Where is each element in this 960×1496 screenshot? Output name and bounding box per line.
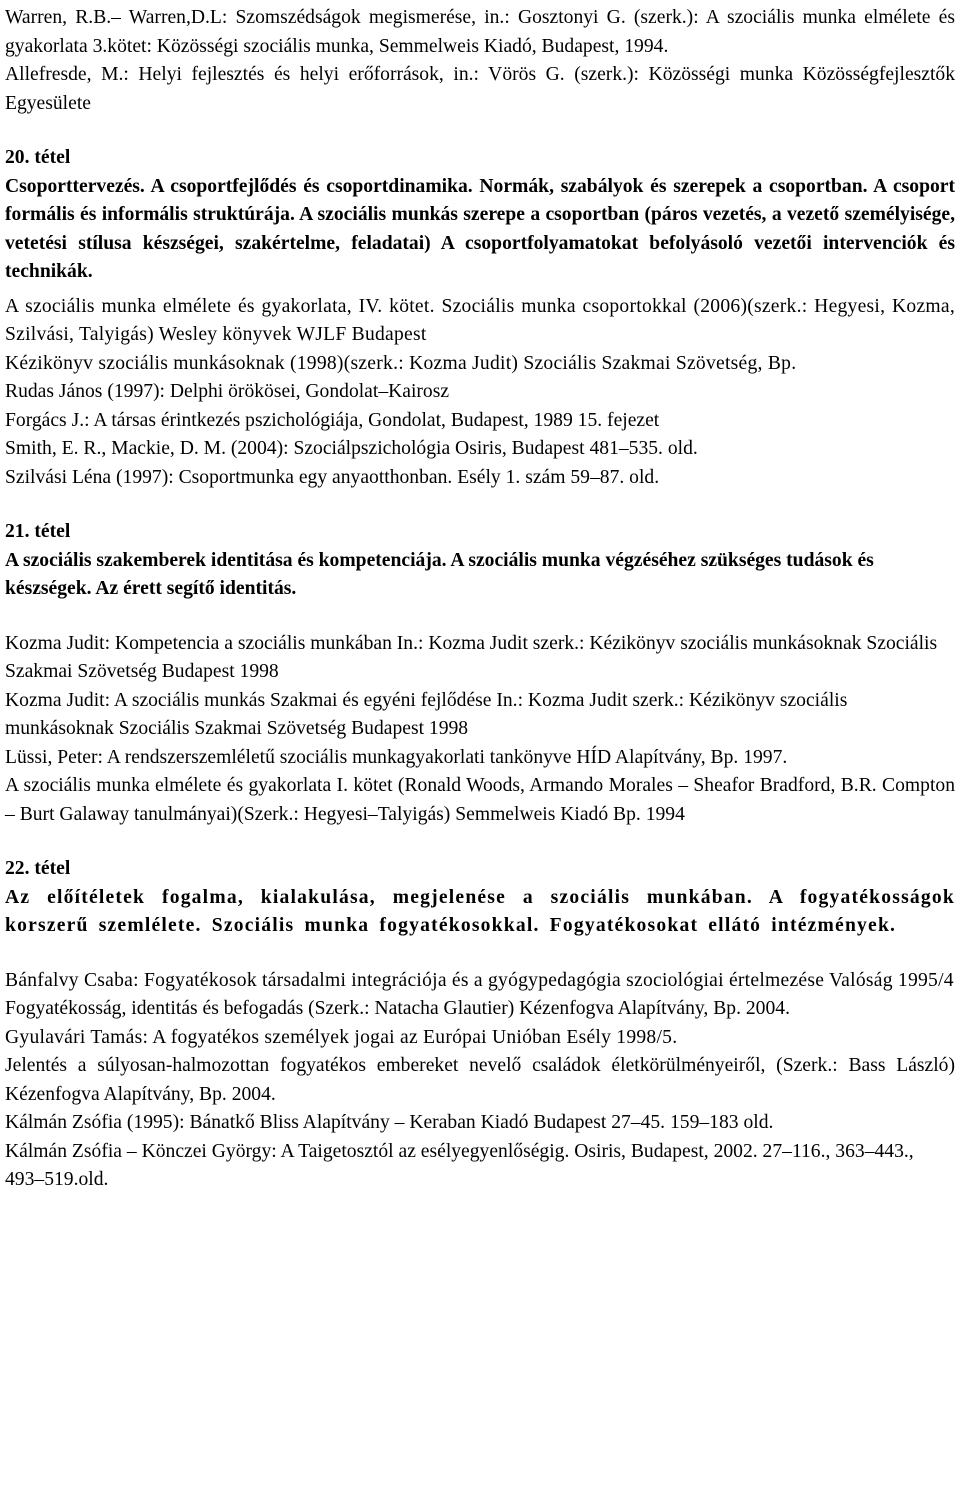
section-22-reference: Jelentés a súlyosan-halmozottan fogyatékos embereket nevelő családok életkörülményeiről, (Szerk.: Bass László) Kézenfogva Alapítvány, Bp. 2004. <box>5 1055 955 1105</box>
section-22-title: 22. tétel <box>5 858 71 879</box>
section-22-reference: Bánfalvy Csaba: Fogyatékosok társadalmi integrációja és a gyógypedagógia szociológiai értelmezése Valóság 1995/4 <box>5 969 954 991</box>
section-20-heading: Csoporttervezés. A csoportfejlődés és csoportdinamika. Normák, szabályok és szerepek a csoportban. A csoport formális és informális struktúrája. A szociális munkás szerepe a csoportban (páros vezetés, a vezető személyisége, vetetési stílusa készségei, szakértelme, feladatai) A csoportfolyamatokat befolyásoló vezetői intervenciók és technikák. <box>5 175 955 282</box>
section-20-title: 20. tétel <box>5 147 71 168</box>
section-21-heading: A szociális szakemberek identitása és kompetenciája. A szociális munka végzéséhez szükséges tudások és készségek. Az érett segítő identitás. <box>5 549 874 599</box>
section-22-reference: Fogyatékosság, identitás és befogadás (Szerk.: Natacha Glautier) Kézenfogva Alapítvány, Bp. 2004. <box>5 998 790 1019</box>
section-20-reference: Smith, E. R., Mackie, D. M. (2004): Szociálpszichológia Osiris, Budapest 481–535. old. <box>5 438 698 459</box>
section-21-title: 21. tétel <box>5 521 71 542</box>
section-20-reference: Rudas János (1997): Delphi örökösei, Gondolat–Kairosz <box>5 381 450 402</box>
reference-warren: Warren, R.B.– Warren,D.L: Szomszédságok megismerése, in.: Gosztonyi G. (szerk.): A szociális munka elmélete és gyakorlata 3.kötet: Közösségi szociális munka, Semmelweis Kiadó, Budapest, 1994. <box>5 7 955 57</box>
section-20-reference: Szilvási Léna (1997): Csoportmunka egy anyaotthonban. Esély 1. szám 59–87. old. <box>5 466 660 488</box>
section-22-reference: Kálmán Zsófia (1995): Bánatkő Bliss Alapítvány – Keraban Kiadó Budapest 27–45. 159–183 old. <box>5 1112 774 1133</box>
section-21-reference: Kozma Judit: A szociális munkás Szakmai és egyéni fejlődése In.: Kozma Judit szerk.: Kézikönyv szociális munkásoknak Szociális Szakmai Szövetség Budapest 1998 <box>5 689 848 739</box>
section-20-reference: A szociális munka elmélete és gyakorlata, IV. kötet. Szociális munka csoportokkal (2006)(szerk.: Hegyesi, Kozma, Szilvási, Talyigás) Wesley könyvek WJLF Budapest <box>5 295 955 345</box>
reference-allefresde: Allefresde, M.: Helyi fejlesztés és helyi erőforrások, in.: Vörös G. (szerk.): Közösségi munka Közösségfejlesztők Egyesülete <box>5 64 955 114</box>
spacer <box>5 829 955 855</box>
spacer <box>5 492 955 518</box>
section-20-reference: Kézikönyv szociális munkásoknak (1998)(szerk.: Kozma Judit) Szociális Szakmai Szövetség, Bp. <box>5 352 797 374</box>
section-22-heading: Az előítéletek fogalma, kialakulása, megjelenése a szociális munkában. A fogyatékosságok korszerű szemlélete. Szociális munka fogyatékosokkal. Fogyatékosokat ellátó intézmények. <box>5 886 955 936</box>
section-21-reference: A szociális munka elmélete és gyakorlata I. kötet (Ronald Woods, Armando Morales – Sheafor Bradford, B.R. Compton – Burt Galaway tanulmányai)(Szerk.: Hegyesi–Talyigás) Semmelweis Kiadó Bp. 1994 <box>5 775 955 825</box>
spacer <box>5 941 955 967</box>
section-22-reference: Kálmán Zsófia – Könczei György: A Taigetosztól az esélyegyenlőségig. Osiris, Budapest, 2002. 27–116., 363–443., 493–519.old. <box>5 1140 914 1190</box>
section-20-reference: Forgács J.: A társas érintkezés pszichológiája, Gondolat, Budapest, 1989 15. fejezet <box>5 409 660 431</box>
document-page <box>5 0 955 1195</box>
section-21-reference: Lüssi, Peter: A rendszerszemléletű szociális munkagyakorlati tankönyve HÍD Alapítvány, Bp. 1997. <box>5 746 788 768</box>
section-21-reference: Kozma Judit: Kompetencia a szociális munkában In.: Kozma Judit szerk.: Kézikönyv szociális munkásoknak Szociális Szakmai Szövetség Budapest 1998 <box>5 632 938 682</box>
section-22-reference: Gyulavári Tamás: A fogyatékos személyek jogai az Európai Unióban Esély 1998/5. <box>5 1026 678 1048</box>
spacer <box>5 118 955 144</box>
spacer <box>5 604 955 630</box>
